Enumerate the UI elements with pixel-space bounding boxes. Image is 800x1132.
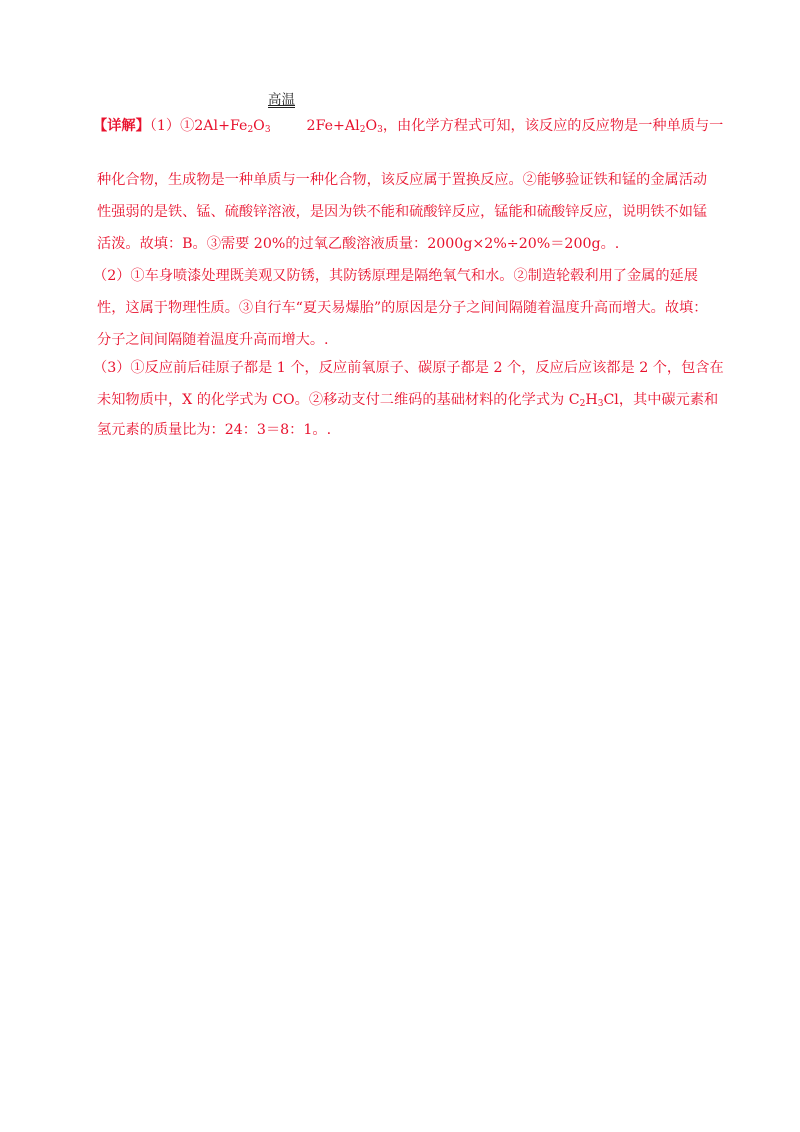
answer-line-7: 分子之间间隔随着温度升高而增大。.	[97, 332, 329, 348]
part1-lead: （1）①	[149, 118, 195, 134]
answer-line-2: 种化合物，生成物是一种单质与一种化合物，该反应属于置换反应。②能够验证铁和锰的金属活动	[97, 172, 708, 188]
answer-line-4: 活泼。故填：B。③需要 20%的过氧乙酸溶液质量：2000g×2%÷20%＝200g。.	[97, 236, 620, 252]
answer-line-8: （3）①反应前后硅原子都是 1 个，反应前氧原子、碳原子都是 2 个，反应后应该都是 2 个，包含在	[93, 360, 724, 376]
answer-line-10: 氢元素的质量比为：24：3＝8：1。.	[97, 422, 332, 438]
answer-line-3: 性强弱的是铁、锰、硫酸锌溶液，是因为铁不能和硫酸锌反应，锰能和硫酸锌反应，说明铁不如锰	[97, 204, 708, 220]
answer-line-1	[93, 116, 723, 136]
answer-line-5: （2）①车身喷漆处理既美观又防锈，其防锈原理是隔绝氧气和水。②制造轮毂利用了金属的延展	[93, 268, 698, 284]
part1-tail: ，由化学方程式可知，该反应的反应物是一种单质与一	[382, 118, 724, 134]
answer-line-9: 未知物质中，X 的化学式为 CO。②移动支付二维码的基础材料的化学式为 $C_2H_3Cl$，其中碳元素和	[97, 392, 719, 409]
detail-tag: 【详解】	[93, 118, 150, 134]
answer-line-6: 性，这属于物理性质。③自行车“夏天易爆胎”的原因是分子之间间隔随着温度升高而增大。故填：	[97, 300, 708, 316]
reactant-formula: $2Al+Fe_2O_3$	[194, 118, 271, 135]
reaction-condition: 高温	[268, 92, 295, 108]
product-formula: $2Fe+Al_2O_3$	[306, 118, 383, 135]
